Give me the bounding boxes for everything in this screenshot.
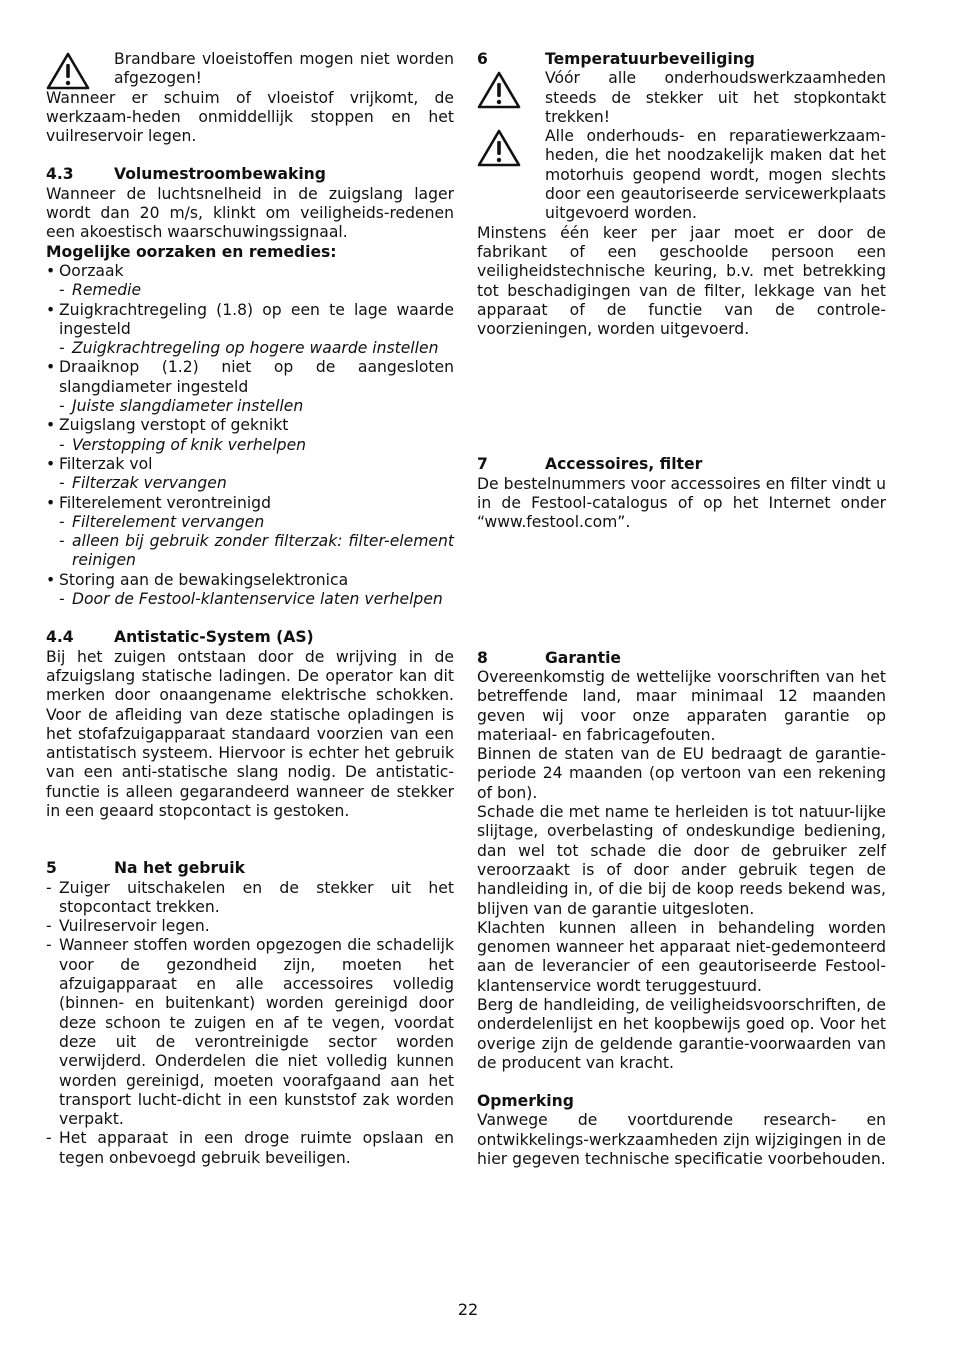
section-heading: 5 Na het gebruik xyxy=(46,859,245,878)
left-column xyxy=(46,50,454,1168)
remedy-item: - Juiste slangdiameter instellen xyxy=(59,397,304,416)
paragraph: Schade die met name te herleiden is tot natuur-lijke slijtage, overbelasting of ondeskundige bediening, dan wel tot schade die door de gebruiker zelf veroorzaakt is of door ander gebruik tegen de handleiding in, of die bij de koop reeds bekend was, blijven van de garantie uitgesloten. xyxy=(477,803,886,918)
paragraph: Berg de handleiding, de veiligheidsvoorschriften, de onderdelenlijst en het koopbewijs goed op. Voor het overige zijn de geldende garantie-voorwaarden van de producent van kracht. xyxy=(477,995,886,1072)
section-heading: 4.4 Antistatic-System (AS) xyxy=(46,628,314,647)
list-item: - Vuilreservoir legen. xyxy=(46,917,210,936)
warning-triangle-icon xyxy=(46,52,90,90)
paragraph: Bij het zuigen ontstaan door de wrijving in de afzuigslang statische ladingen. De operator kan dit merken door onaangename elektrische schokken. Voor de afleiding van deze statische opladingen is het stofafzuigapparaat standaard voorzien van een antistatisch systeem. Hiervoor is echter het gebruik van een anti-statische slang nodig. De antistatic-functie is alleen gegarandeerd wanneer de stekker in een geaard stopcontact is gestoken. xyxy=(46,647,454,820)
warning-text: Vóór alle onderhoudswerkzaamheden steeds de stekker uit het stopkontakt trekken! xyxy=(545,69,886,126)
paragraph: Klachten kunnen alleen in behandeling worden genomen wanneer het apparaat niet-gedemonteerd aan de leverancier of een geautoriseerde Festool-klantenservice wordt teruggestuurd. xyxy=(477,918,886,995)
remedy-item: - alleen bij gebruik zonder filterzak: filter-element reinigen xyxy=(59,532,454,570)
list-item: • Zuigslang verstopt of geknikt xyxy=(46,416,289,435)
section-heading: 6 Temperatuurbeveiliging xyxy=(477,50,755,68)
repair-warning xyxy=(477,127,886,223)
list-item: - Zuiger uitschakelen en de stekker uit het stopcontact trekken. xyxy=(46,878,454,916)
list-item: • Filterelement verontreinigd xyxy=(46,493,271,512)
paragraph: Vanwege de voortdurende research- en ontwikkelings-werkzaamheden zijn wijzigingen in de hier gegeven technische specificatie voorbehouden. xyxy=(477,1111,886,1169)
list-item: • Filterzak vol xyxy=(46,454,153,473)
warning-text: Alle onderhouds- en reparatiewerkzaam-heden, die het noodzakelijk maken dat het motorhuis geopend wordt, mogen slechts door een geautoriseerde servicewerkplaats uitgevoerd worden. xyxy=(545,127,886,223)
section-heading: 7 Accessoires, filter xyxy=(477,455,703,474)
remedy-item: - Filterzak vervangen xyxy=(59,474,227,493)
note-heading: Opmerking xyxy=(477,1092,574,1111)
paragraph: De bestelnummers voor accessoires en filter vindt u in de Festool-catalogus of op het Internet onder “www.festool.com”. xyxy=(477,474,886,532)
paragraph: Binnen de staten van de EU bedraagt de garantie-periode 24 maanden (op vertoon van een rekening of bon). xyxy=(477,745,886,802)
paragraph: Wanneer er schuim of vloeistof vrijkomt, de werkzaam-heden onmiddellijk stoppen en het vuilreservoir legen. xyxy=(46,88,454,146)
remedy-item: - Zuigkrachtregeling op hogere waarde instellen xyxy=(59,339,439,358)
paragraph: Overeenkomstig de wettelijke voorschriften van het betreffende land, maar minimaal 12 maanden geven wij voor onze apparaten garantie op materiaal- en fabricagefouten. xyxy=(477,667,886,744)
section-heading: 8 Garantie xyxy=(477,648,622,667)
list-item: • Storing aan de bewakingselektronica xyxy=(46,570,349,589)
list-item: - Wanneer stoffen worden opgezogen die schadelijk voor de gezondheid zijn, moeten het afzuigapparaat en alle accessoires volledig (binnen- en buitenkant) worden gereinigd door deze schoon te zuigen en af te vegen, voordat deze uit de verontreinigde sector worden verwijderd. Onderdelen die niet volledig kunnen worden gereinigd, moeten voorafgaand aan het transport lucht-dicht in een kunststof zak worden verpakt. xyxy=(46,936,454,1129)
page-number: 22 xyxy=(457,1300,479,1319)
list-item: • Oorzaak xyxy=(46,261,124,280)
warning-text: Brandbare vloeistoffen mogen niet worden afgezogen! xyxy=(114,50,454,88)
remedy-item: - Remedie xyxy=(59,281,142,300)
remedy-item: - Filterelement vervangen xyxy=(59,512,265,531)
right-column xyxy=(477,50,886,1169)
warning-triangle-icon xyxy=(477,129,521,167)
subheading: Mogelijke oorzaken en remedies: xyxy=(46,242,337,261)
remedy-item: - Door de Festool-klantenservice laten verhelpen xyxy=(59,590,443,609)
paragraph: Minstens één keer per jaar moet er door de fabrikant of een geschoolde persoon een veiligheidstechnische keuring, b.v. met betrekking tot beschadigingen van de filter, lekkage van het apparaat of de functie van de controle-voorzieningen, worden uitgevoerd. xyxy=(477,223,886,339)
list-item: • Draaiknop (1.2) niet op de aangesloten slangdiameter ingesteld xyxy=(46,358,454,396)
maintenance-warning xyxy=(477,69,886,127)
remedy-item: - Verstopping of knik verhelpen xyxy=(59,435,307,454)
section-heading: 4.3 Volumestroombewaking xyxy=(46,165,326,184)
flammable-warning xyxy=(46,50,454,89)
list-item: - Het apparaat in een droge ruimte opslaan en tegen onbevoegd gebruik beveiligen. xyxy=(46,1129,454,1167)
warning-triangle-icon xyxy=(477,71,521,109)
list-item: • Zuigkrachtregeling (1.8) op een te lage waarde ingesteld xyxy=(46,300,454,338)
paragraph: Wanneer de luchtsnelheid in de zuigslang lager wordt dan 20 m/s, klinkt om veiligheids-redenen een akoestisch waarschuwingssignaal. xyxy=(46,184,454,242)
